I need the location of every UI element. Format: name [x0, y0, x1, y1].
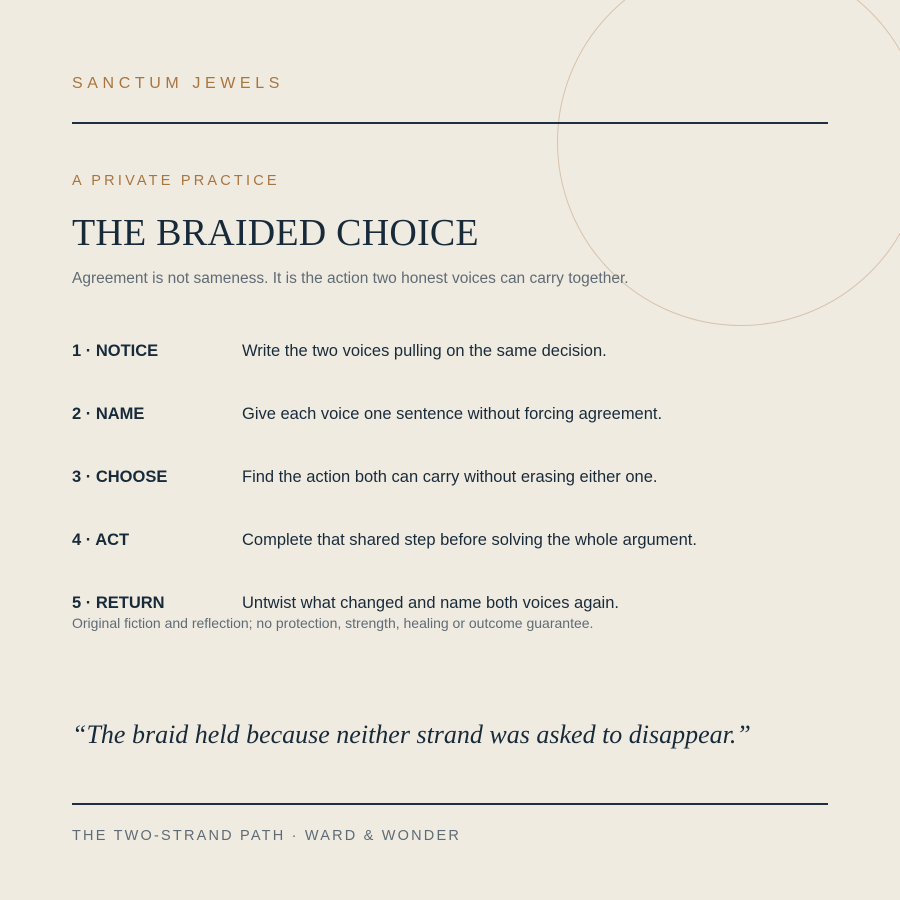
- step-text: Give each voice one sentence without forcing agreement.: [242, 405, 663, 423]
- step-item-notice: [72, 342, 828, 366]
- step-item-choose: [72, 468, 828, 492]
- header-divider: [72, 122, 828, 124]
- step-label: 3 · CHOOSE: [72, 468, 168, 486]
- step-item-name: [72, 405, 828, 429]
- step-text: Find the action both can carry without erasing either one.: [242, 468, 658, 486]
- page-subtitle: Agreement is not sameness. It is the action two honest voices can carry together.: [72, 270, 629, 287]
- step-label: 4 · ACT: [72, 531, 130, 549]
- footer-divider: [72, 803, 828, 805]
- brand-name: SANCTUM JEWELS: [72, 75, 284, 92]
- step-label: 2 · NAME: [72, 405, 145, 423]
- eyebrow-label: A PRIVATE PRACTICE: [72, 173, 280, 189]
- page-title: THE BRAIDED CHOICE: [72, 212, 479, 254]
- disclaimer-note: Original fiction and reflection; no protection, strength, healing or outcome guarantee.: [72, 615, 594, 631]
- footer-text: THE TWO-STRAND PATH · WARD & WONDER: [72, 828, 462, 844]
- step-text: Write the two voices pulling on the same decision.: [242, 342, 607, 360]
- step-label: 5 · RETURN: [72, 594, 165, 612]
- step-text: Complete that shared step before solving the whole argument.: [242, 531, 697, 549]
- step-text: Untwist what changed and name both voices again.: [242, 594, 619, 612]
- pull-quote: “The braid held because neither strand was asked to disappear.”: [72, 720, 751, 749]
- step-item-act: [72, 531, 828, 555]
- step-label: 1 · NOTICE: [72, 342, 159, 360]
